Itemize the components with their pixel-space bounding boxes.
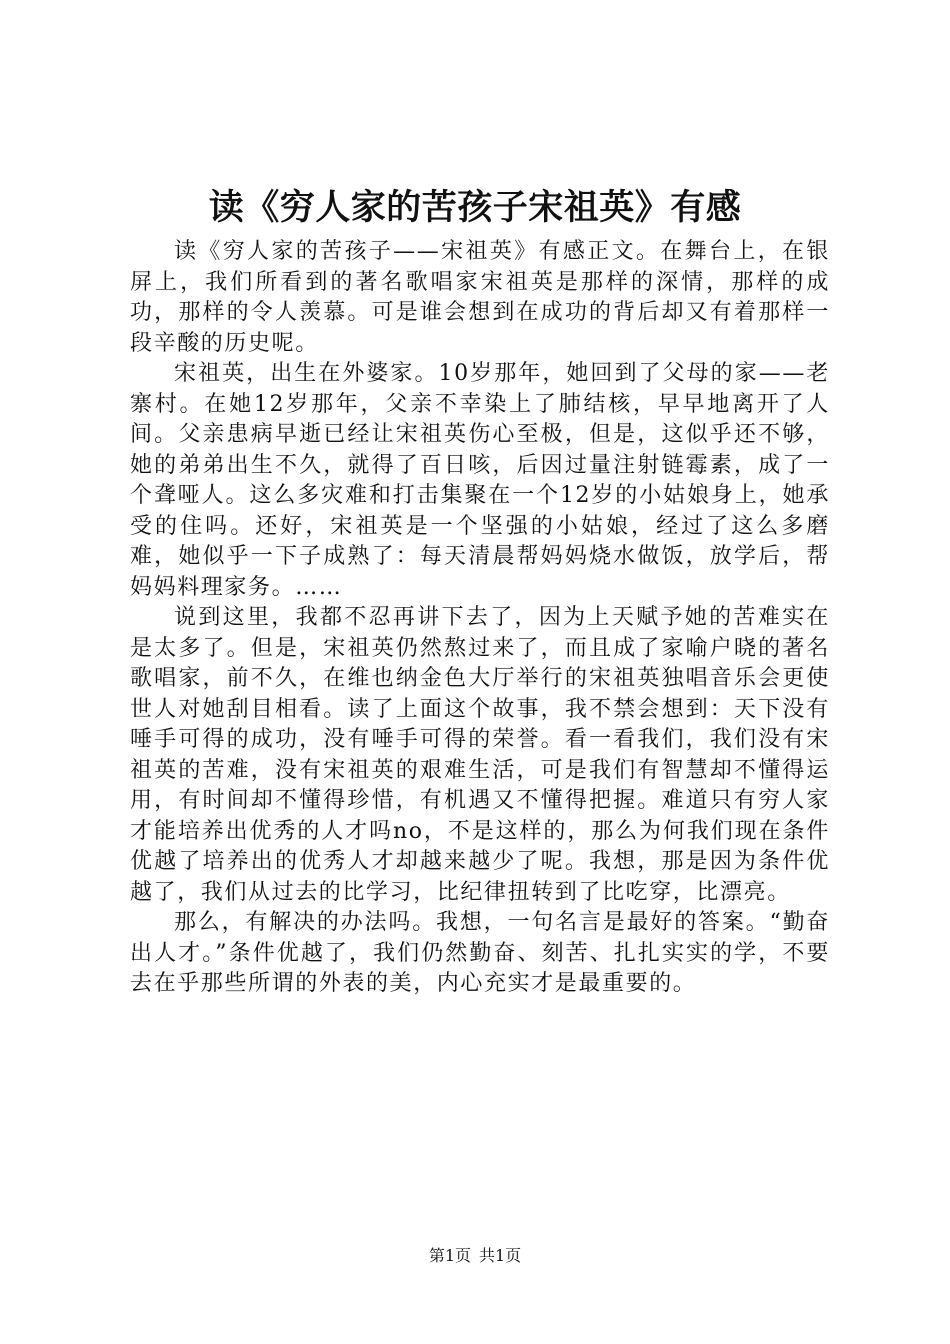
paragraph-2: 宋祖英，出生在外婆家。10岁那年，她回到了父母的家——老寨村。在她12岁那年，父亲不幸染上了肺结核，早早地离开了人间。父亲患病早逝已经让宋祖英伤心至极，但是，这似乎还不够，她的弟弟出生不久，就得了百日咳，后因过量注射链霉素，成了一个聋哑人。这么多灾难和打击集聚在一个12岁的小姑娘身上，她承受的住吗。还好，宋祖英是一个坚强的小姑娘，经过了这么多磨难，她似乎一下子成熟了：每天清晨帮妈妈烧水做饭，放学后，帮妈妈料理家务。…… [130, 361, 830, 600]
paragraph-1: 读《穷人家的苦孩子——宋祖英》有感正文。在舞台上，在银屏上，我们所看到的著名歌唱家宋祖英是那样的深情，那样的成功，那样的令人羡慕。可是谁会想到在成功的背后却又有着那样一段辛酸的历史呢。 [130, 239, 830, 356]
page-footer [0, 1244, 950, 1268]
paragraph-4: 那么，有解决的办法吗。我想，一句名言是最好的答案。“勤奋出人才。”条件优越了，我们仍然勤奋、刻苦、扎扎实实的学，不要去在乎那些所谓的外表的美，内心充实才是最重要的。 [130, 910, 830, 996]
page-number-total: 共1页 [479, 1246, 522, 1265]
document-title: 读《穷人家的苦孩子宋祖英》有感 [208, 187, 742, 228]
paragraph-3: 说到这里，我都不忍再讲下去了，因为上天赋予她的苦难实在是太多了。但是，宋祖英仍然熬过来了，而且成了家喻户晓的著名歌唱家，前不久，在维也纳金色大厅举行的宋祖英独唱音乐会更使世人对她刮目相看。读了上面这个故事，我不禁会想到：天下没有唾手可得的成功，没有唾手可得的荣誉。看一看我们，我们没有宋祖英的苦难，没有宋祖英的艰难生活，可是我们有智慧却不懂得运用，有时间却不懂得珍惜，有机遇又不懂得把握。难道只有穷人家才能培养出优秀的人才吗no，不是这样的，那么为何我们现在条件优越了培养出的优秀人才却越来越少了呢。我想，那是因为条件优越了，我们从过去的比学习，比纪律扭转到了比吃穿，比漂亮。 [130, 605, 830, 905]
document-body [130, 237, 830, 1000]
page-number-current: 第1页 [428, 1246, 471, 1265]
